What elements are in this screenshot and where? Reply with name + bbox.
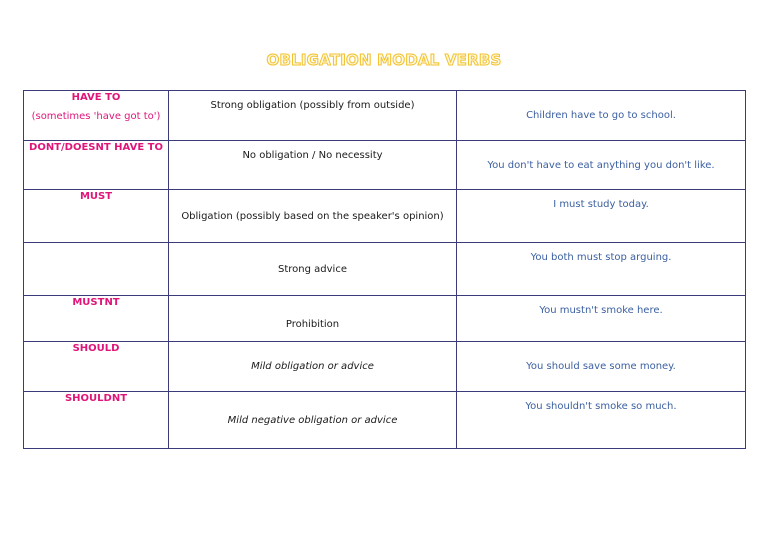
meaning-cell: Prohibition	[169, 296, 457, 342]
meaning-cell: Mild obligation or advice	[169, 342, 457, 392]
verb-label: DONT/DOESNT HAVE TO	[29, 142, 163, 153]
table-row	[24, 141, 746, 190]
table-row	[24, 392, 746, 449]
meaning-cell: No obligation / No necessity	[169, 141, 457, 190]
meaning-cell: Strong advice	[169, 243, 457, 296]
table-row	[24, 243, 746, 296]
table-row	[24, 190, 746, 243]
verb-cell	[24, 190, 169, 243]
example-cell: I must study today.	[457, 190, 746, 243]
verb-label: SHOULD	[72, 343, 120, 354]
example-cell: You don't have to eat anything you don't like.	[457, 141, 746, 190]
verb-label: MUST	[79, 191, 113, 202]
verb-note: (sometimes 'have got to')	[31, 111, 161, 122]
verb-label: SHOULDNT	[64, 393, 128, 404]
verb-cell	[24, 392, 169, 449]
example-cell: Children have to go to school.	[457, 91, 746, 141]
table-row	[24, 342, 746, 392]
verb-cell	[24, 141, 169, 190]
verb-cell	[24, 342, 169, 392]
verb-cell	[24, 296, 169, 342]
verb-cell	[24, 243, 169, 296]
verb-label: MUSTNT	[72, 297, 120, 308]
meaning-cell: Obligation (possibly based on the speaker's opinion)	[169, 190, 457, 243]
meaning-cell: Strong obligation (possibly from outside)	[169, 91, 457, 141]
table-row	[24, 91, 746, 141]
page-title: OBLIGATION MODAL VERBS	[266, 51, 502, 69]
verb-label: HAVE TO	[71, 92, 121, 103]
meaning-cell: Mild negative obligation or advice	[169, 392, 457, 449]
example-cell: You both must stop arguing.	[457, 243, 746, 296]
example-cell: You mustn't smoke here.	[457, 296, 746, 342]
example-cell: You should save some money.	[457, 342, 746, 392]
modal-verbs-table	[23, 90, 746, 449]
verb-cell	[24, 91, 169, 141]
table-row	[24, 296, 746, 342]
example-cell: You shouldn't smoke so much.	[457, 392, 746, 449]
